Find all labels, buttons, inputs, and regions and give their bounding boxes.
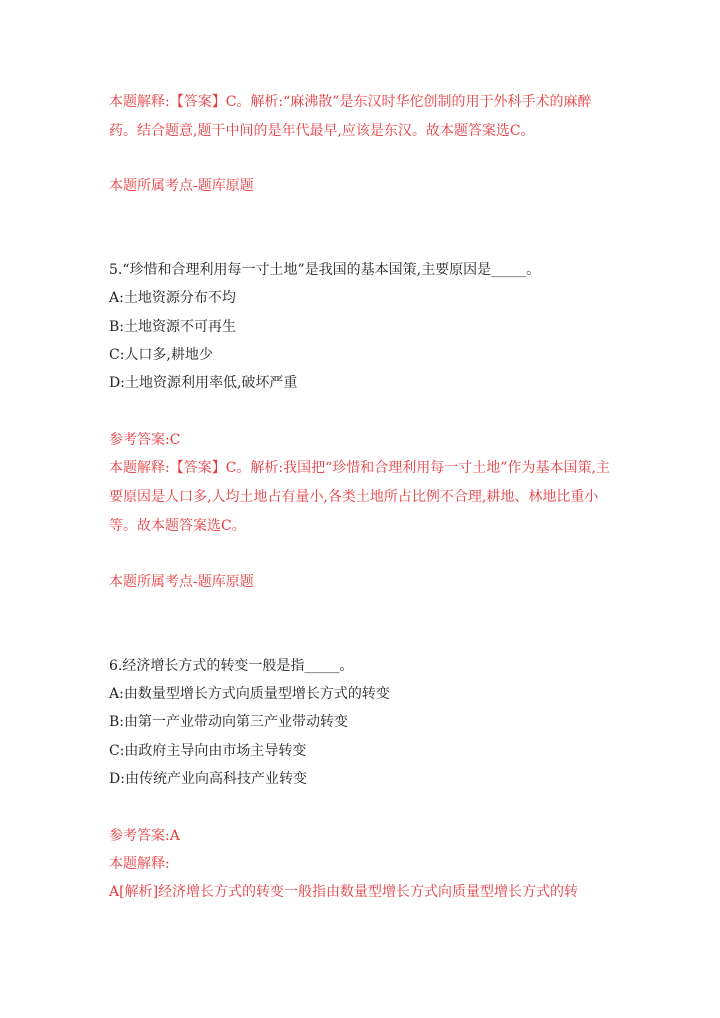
topic-text: 本题所属考点-题库原题 — [109, 574, 254, 590]
option-a: A:土地资源分布不均 — [109, 290, 236, 306]
explanation-text: A[解析]经济增长方式的转变一般指由数量型增长方式向质量型增长方式的转 — [109, 884, 579, 900]
option-b: B:土地资源不可再生 — [109, 319, 237, 335]
explanation-text: 本题解释:【答案】C。解析:“麻沸散”是东汉时华佗创制的用于外科手术的麻醉药。结合题意,题干中间的是年代最早,应该是东汉。故本题答案选C。 — [109, 94, 592, 139]
question-stem: 5.“珍惜和合理利用每一寸土地”是我国的基本国策,主要原因是_____。 — [109, 262, 541, 278]
option-a: A:由数量型增长方式向质量型增长方式的转变 — [109, 686, 390, 702]
option-c: C:人口多,耕地少 — [109, 347, 213, 363]
option-b: B:由第一产业带动向第三产业带动转变 — [109, 714, 349, 730]
question-stem: 6.经济增长方式的转变一般是指_____。 — [109, 658, 354, 674]
answer-text: 参考答案:C — [109, 432, 181, 448]
option-d: D:由传统产业向高科技产业转变 — [109, 771, 307, 787]
option-c: C:由政府主导向由市场主导转变 — [109, 743, 307, 759]
option-d: D:土地资源利用率低,破坏严重 — [109, 375, 298, 391]
explanation-label: 本题解释: — [109, 856, 170, 872]
topic-text: 本题所属考点-题库原题 — [109, 178, 254, 194]
answer-text: 参考答案:A — [109, 828, 180, 844]
explanation-text: 本题解释:【答案】C。解析:我国把“珍惜和合理利用每一寸土地”作为基本国策,主要原因是人口多,人均土地占有量小,各类土地所占比例不合理,耕地、林地比重小等。故本题答案选C。 — [109, 460, 610, 534]
